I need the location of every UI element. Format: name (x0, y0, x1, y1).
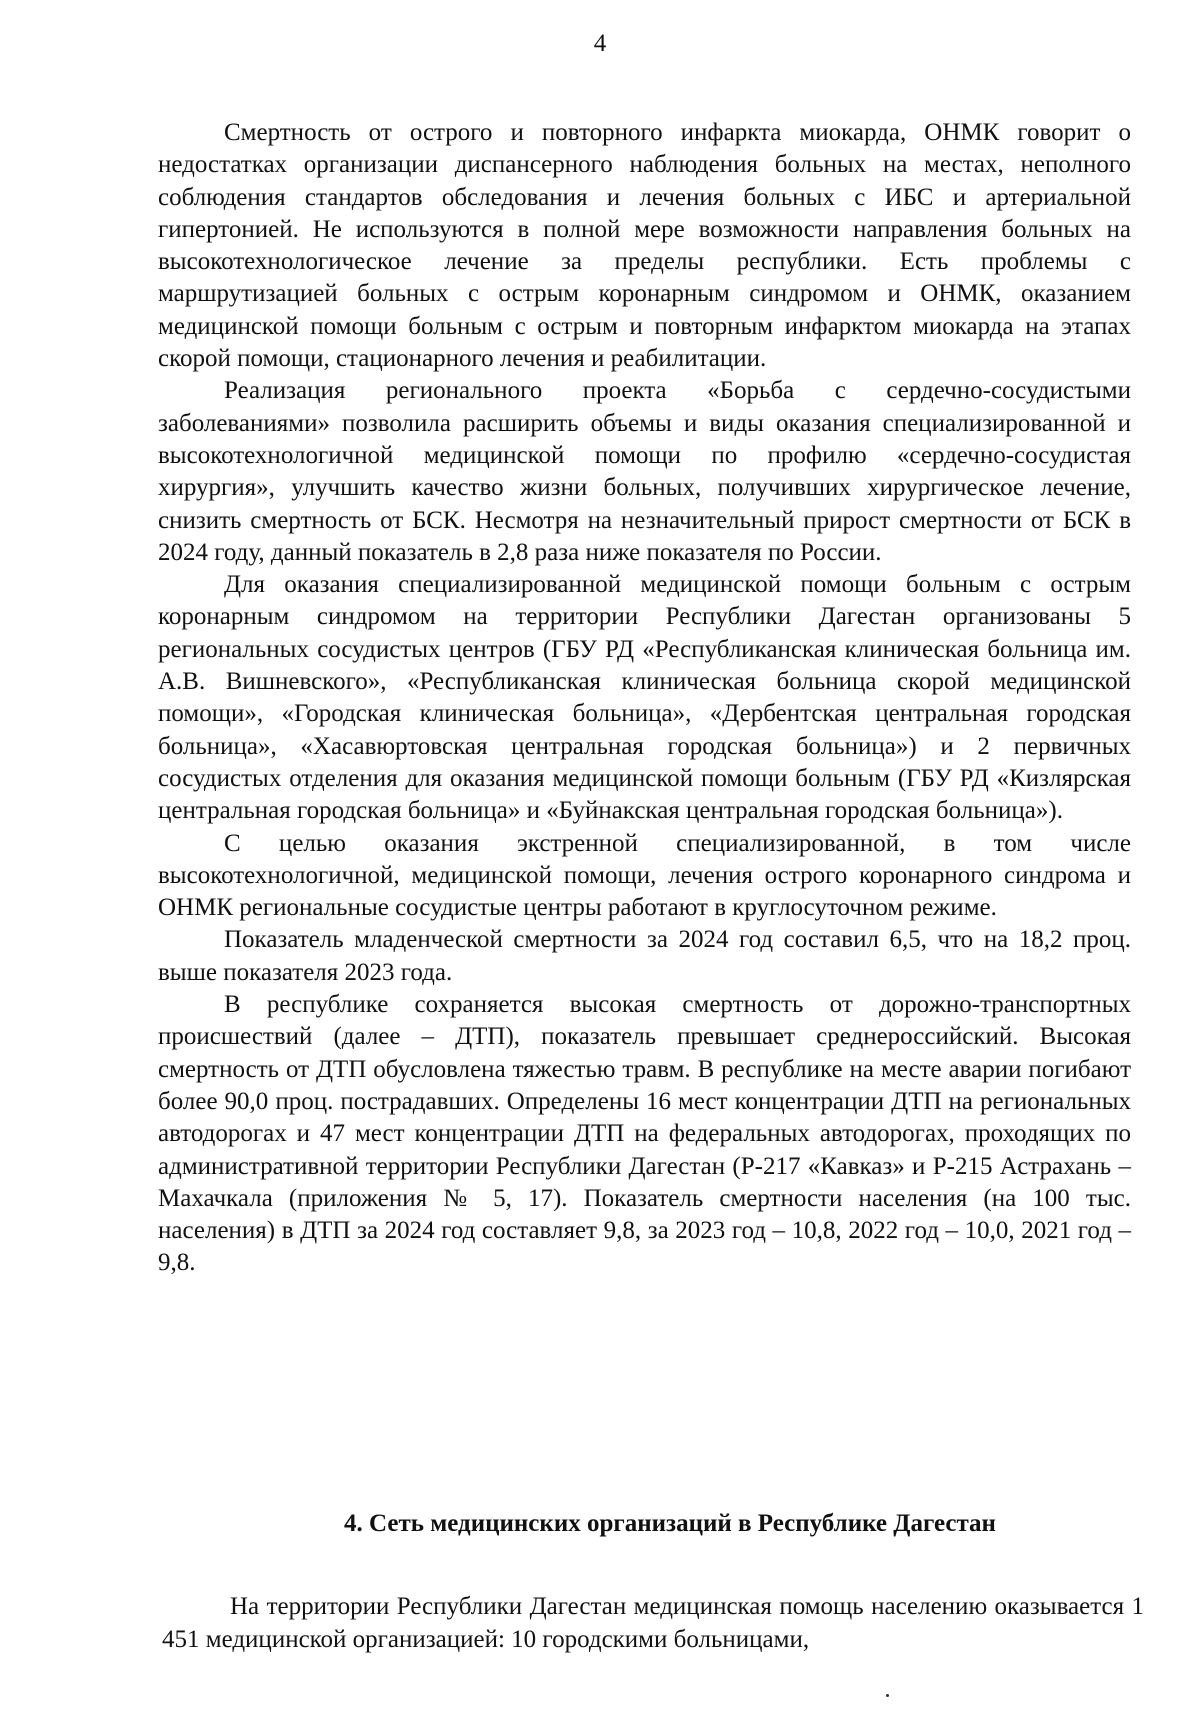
paragraph-road-accidents: В республике сохраняется высокая смертность от дорожно-транспортных происшествий (далее – ДТП), показатель превышает среднероссийский. Высокая смертность от ДТП обусловлена тяжестью травм. В республике на месте аварии погибают более 90,0 проц. пострадавших. Определены 16 мест концентрации ДТП на региональных автодорогах и 47 мест концентрации ДТП на федеральных автодорогах, проходящих по административной территории Республики Дагестан (Р-217 «Кавказ» и Р-215 Астрахань – Махачкала (приложения № 5, 17). Показатель смертности населения (на 100 тыс. населения) в ДТП за 2024 год составляет 9,8, за 2023 год – 10,8, 2022 год – 10,0, 2021 год – 9,8. (158, 991, 1131, 1277)
section-heading: 4. Сеть медицинских организаций в Республике Дагестан (344, 1510, 996, 1537)
paragraph-regional-project: Реализация регионального проекта «Борьба с сердечно-сосудистыми заболеваниями» позволила расширить объемы и виды оказания специализированной и высокотехнологичной медицинской помощи по профилю «сердечно-сосудистая хирургия», улучшить качество жизни больных, получивших хирургическое лечение, снизить смертность от БСК. Несмотря на незначительный прирост смертности от БСК в 2024 году, данный показатель в 2,8 раза ниже показателя по России. (158, 377, 1131, 566)
document-body (158, 117, 1131, 1280)
paragraph-round-the-clock: С целью оказания экстренной специализированной, в том числе высокотехнологичной, медицинской помощи, лечения острого коронарного синдрома и ОНМК региональные сосудистые центры работают в круглосуточном режиме. (158, 829, 1131, 922)
page-number: 4 (593, 30, 607, 57)
paragraph-vascular-centers: Для оказания специализированной медицинской помощи больным с острым коронарным синдромом на территории Республики Дагестан организованы 5 региональных сосудистых центров (ГБУ РД «Республиканская клиническая больница им. А.В. Вишневского», «Республиканская клиническая больница скорой медицинской помощи», «Городская клиническая больница», «Дербентская центральная городская больница», «Хасавюртовская центральная городская больница») и 2 первичных сосудистых отделения для оказания медицинской помощи больным (ГБУ РД «Кизлярская центральная городская больница» и «Буйнакская центральная городская больница»). (158, 571, 1131, 825)
paragraph-cardiac-mortality: Смертность от острого и повторного инфаркта миокарда, ОНМК говорит о недостатках организации диспансерного наблюдения больных на местах, неполного соблюдения стандартов обследования и лечения больных с ИБС и артериальной гипертонией. Не используются в полной мере возможности направления больных на высокотехнологическое лечение за пределы республики. Есть проблемы с маршрутизацией больных с острым коронарным синдромом и ОНМК, оказанием медицинской помощи больным с острым и повторным инфарктом миокарда на этапах скорой помощи, стационарного лечения и реабилитации. (158, 119, 1131, 373)
scan-speck (886, 1694, 889, 1697)
paragraph-infant-mortality: Показатель младенческой смертности за 2024 год составил 6,5, что на 18,2 проц. выше показателя 2023 года. (158, 926, 1131, 986)
section-paragraph: На территории Республики Дагестан медицинская помощь населению оказывается 1 451 медицинской организацией: 10 городскими больницами, (162, 1593, 1144, 1653)
